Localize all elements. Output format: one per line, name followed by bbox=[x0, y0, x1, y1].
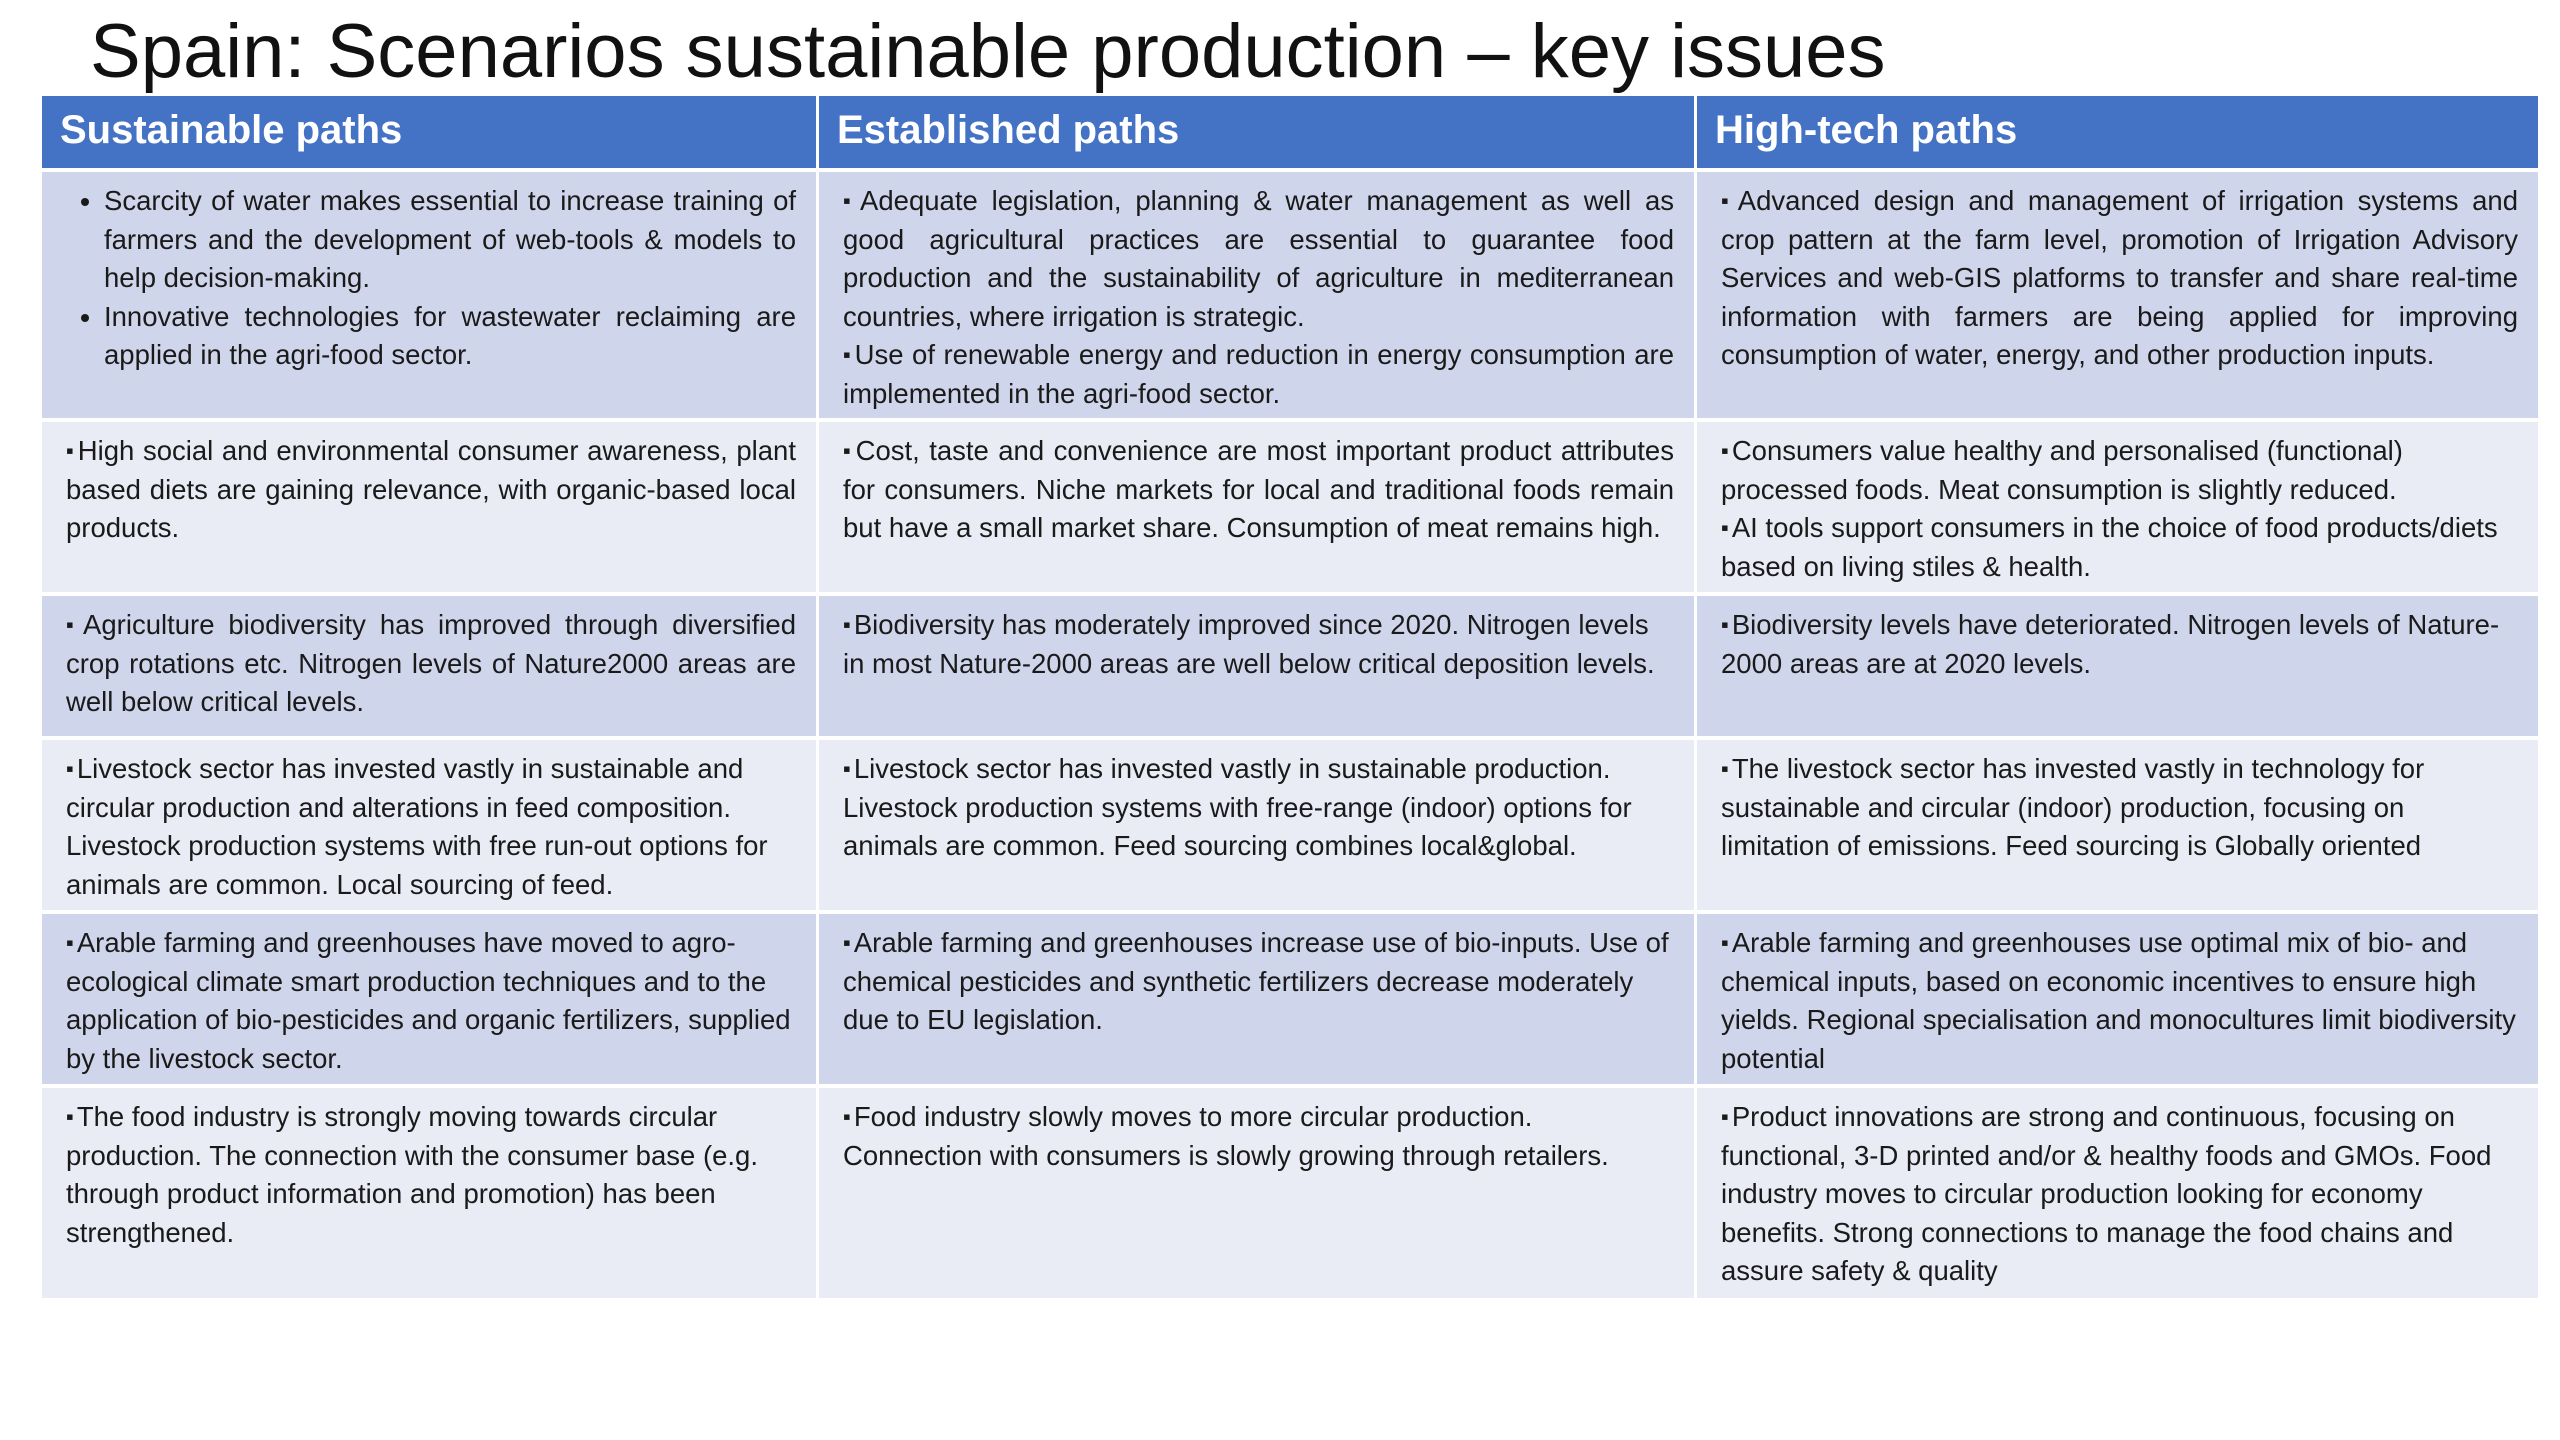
cell-text: ▪ Cost, taste and convenience are most important product attributes for consumers. Niche markets for local and traditional foods remain but have a small market share. Consumption of meat remains high. bbox=[843, 432, 1674, 548]
cell-livestock-high-tech bbox=[1697, 740, 2538, 914]
slide-title: Spain: Scenarios sustainable production – key issues bbox=[90, 9, 1886, 94]
cell-text: ▪ Use of renewable energy and reduction in energy consumption are implemented in the agri-food sector. bbox=[843, 336, 1674, 413]
bullet-list bbox=[66, 182, 796, 375]
cell-water-established bbox=[819, 172, 1697, 422]
cell-text: ▪ The livestock sector has invested vastly in technology for sustainable and circular (indoor) production, focusing on limitation of emissions. Feed sourcing is Globally oriented bbox=[1721, 750, 2518, 866]
cell-consumers-established bbox=[819, 422, 1697, 596]
cell-text: ▪ Consumers value healthy and personalised (functional) processed foods. Meat consumption is slightly reduced. bbox=[1721, 432, 2518, 509]
header-established-paths: Established paths bbox=[819, 96, 1697, 172]
cell-arable-high-tech bbox=[1697, 914, 2538, 1088]
cell-biodiversity-established bbox=[819, 596, 1697, 740]
cell-consumers-high-tech bbox=[1697, 422, 2538, 596]
cell-arable-sustainable bbox=[42, 914, 819, 1088]
cell-text: ▪ High social and environmental consumer awareness, plant based diets are gaining relevance, with organic-based local products. bbox=[66, 432, 796, 548]
cell-text: • Scarcity of water makes essential to increase training of farmers and the development of web-tools & models to help decision-making. bbox=[104, 182, 796, 298]
cell-text: ▪ Livestock sector has invested vastly in sustainable production. Livestock production systems with free-range (indoor) options for animals are common. Feed sourcing combines local&global. bbox=[843, 750, 1674, 866]
cell-text: ▪ Agriculture biodiversity has improved through diversified crop rotations etc. Nitrogen levels of Nature2000 areas are well below critical levels. bbox=[66, 606, 796, 722]
cell-consumers-sustainable bbox=[42, 422, 819, 596]
cell-text: ▪ Arable farming and greenhouses increase use of bio-inputs. Use of chemical pesticides and synthetic fertilizers decrease moderately due to EU legislation. bbox=[843, 924, 1674, 1040]
cell-text: • Innovative technologies for wastewater reclaiming are applied in the agri-food sector. bbox=[104, 298, 796, 375]
cell-text: ▪ Biodiversity levels have deteriorated. Nitrogen levels of Nature-2000 areas are at 2020 levels. bbox=[1721, 606, 2518, 683]
cell-food-industry-sustainable bbox=[42, 1088, 819, 1302]
cell-livestock-sustainable bbox=[42, 740, 819, 914]
cell-text: ▪ Livestock sector has invested vastly in sustainable and circular production and alterations in feed composition. Livestock production systems with free run-out options for animals are common. Local sourcing of feed. bbox=[66, 750, 796, 904]
cell-water-sustainable bbox=[42, 172, 819, 422]
cell-text: ▪ Food industry slowly moves to more circular production. Connection with consumers is slowly growing through retailers. bbox=[843, 1098, 1674, 1175]
cell-text: ▪ Biodiversity has moderately improved since 2020. Nitrogen levels in most Nature-2000 areas are well below critical deposition levels. bbox=[843, 606, 1674, 683]
cell-text: ▪ The food industry is strongly moving towards circular production. The connection with the consumer base (e.g. through product information and promotion) has been strengthened. bbox=[66, 1098, 796, 1252]
cell-text: ▪ Advanced design and management of irrigation systems and crop pattern at the farm level, promotion of Irrigation Advisory Services and web-GIS platforms to transfer and share real-time information with farmers are being applied for improving consumption of water, energy, and other production inputs. bbox=[1721, 182, 2518, 375]
header-high-tech-paths: High-tech paths bbox=[1697, 96, 2538, 172]
cell-livestock-established bbox=[819, 740, 1697, 914]
cell-water-high-tech bbox=[1697, 172, 2538, 422]
cell-arable-established bbox=[819, 914, 1697, 1088]
cell-food-industry-high-tech bbox=[1697, 1088, 2538, 1302]
header-sustainable-paths: Sustainable paths bbox=[42, 96, 819, 172]
scenario-table bbox=[42, 96, 2538, 1302]
cell-text: ▪ Adequate legislation, planning & water management as well as good agricultural practices are essential to guarantee food production and the sustainability of agriculture in mediterranean countries, where irrigation is strategic. bbox=[843, 182, 1674, 336]
cell-text: ▪ Product innovations are strong and continuous, focusing on functional, 3-D printed and/or & healthy foods and GMOs. Food industry moves to circular production looking for economy benefits. Strong connections to manage the food chains and assure safety & quality bbox=[1721, 1098, 2518, 1291]
cell-text: ▪ AI tools support consumers in the choice of food products/diets based on living stiles & health. bbox=[1721, 509, 2518, 586]
cell-biodiversity-high-tech bbox=[1697, 596, 2538, 740]
cell-text: ▪ Arable farming and greenhouses use optimal mix of bio- and chemical inputs, based on economic incentives to ensure high yields. Regional specialisation and monocultures limit biodiversity potential bbox=[1721, 924, 2518, 1078]
cell-biodiversity-sustainable bbox=[42, 596, 819, 740]
cell-food-industry-established bbox=[819, 1088, 1697, 1302]
cell-text: ▪ Arable farming and greenhouses have moved to agro-ecological climate smart production techniques and to the application of bio-pesticides and organic fertilizers, supplied by the livestock sector. bbox=[66, 924, 796, 1078]
